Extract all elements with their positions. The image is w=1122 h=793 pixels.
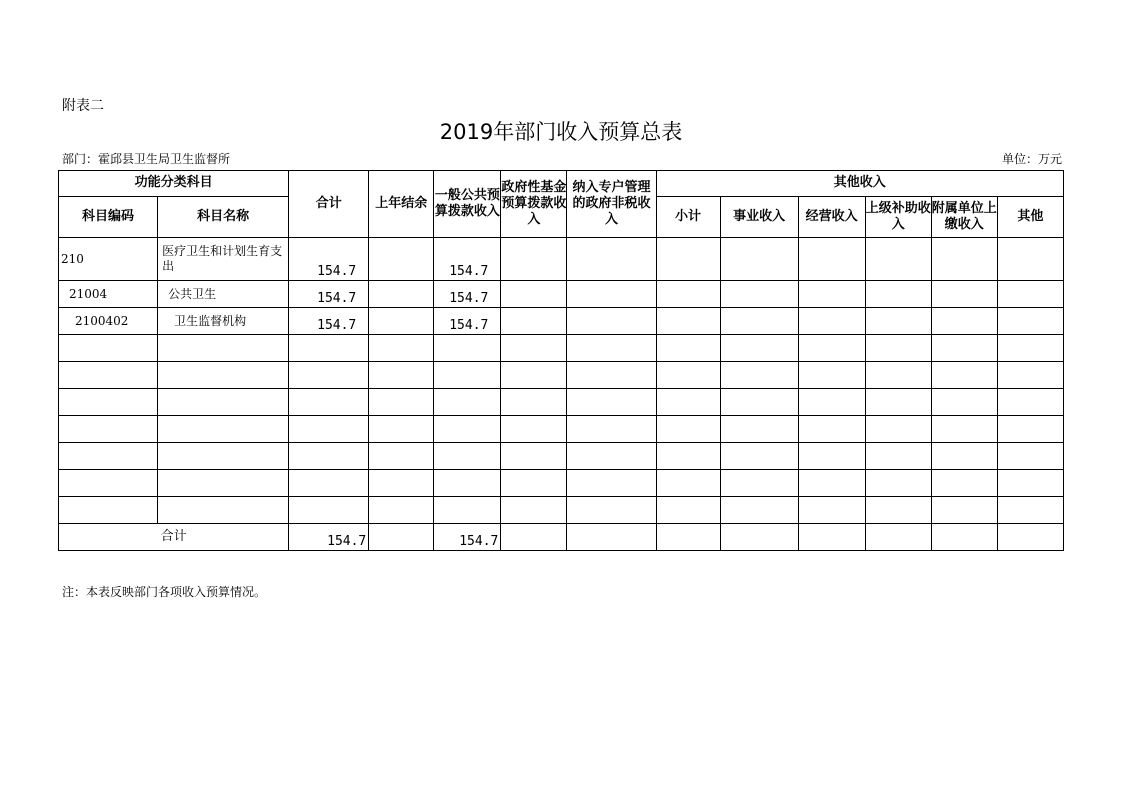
header-others: 其他 xyxy=(997,197,1063,238)
row-code: 210 xyxy=(59,238,158,281)
empty-row xyxy=(59,470,1064,497)
header-enterprise-income: 事业收入 xyxy=(720,197,798,238)
table-row xyxy=(59,238,1064,281)
header-func-category: 功能分类科目 xyxy=(59,171,289,197)
empty-row xyxy=(59,443,1064,470)
header-general-budget: 一般公共预算拨款收入 xyxy=(434,171,501,238)
empty-row xyxy=(59,362,1064,389)
header-subject-code: 科目编码 xyxy=(59,197,158,238)
header-carryover: 上年结余 xyxy=(369,171,434,238)
header-other-income: 其他收入 xyxy=(656,171,1064,197)
total-sum: 154.7 xyxy=(289,524,369,551)
empty-row xyxy=(59,335,1064,362)
row-total: 154.7 xyxy=(289,281,369,308)
row-general: 154.7 xyxy=(434,238,501,281)
row-code: 2100402 xyxy=(59,308,158,335)
page-title: 2019年部门收入预算总表 xyxy=(439,120,683,144)
empty-row xyxy=(59,416,1064,443)
row-name: 医疗卫生和计划生育支出 xyxy=(158,238,289,281)
row-name: 公共卫生 xyxy=(158,281,289,308)
table-row xyxy=(59,308,1064,335)
total-general: 154.7 xyxy=(434,524,501,551)
header-business-income: 经营收入 xyxy=(798,197,865,238)
header-superior-subsidy: 上级补助收入 xyxy=(865,197,931,238)
footnote: 注：本表反映部门各项收入预算情况。 xyxy=(62,585,267,599)
row-code: 21004 xyxy=(59,281,158,308)
row-name: 卫生监督机构 xyxy=(158,308,289,335)
row-general: 154.7 xyxy=(434,281,501,308)
annex-label: 附表二 xyxy=(62,98,104,114)
row-total: 154.7 xyxy=(289,308,369,335)
budget-table xyxy=(58,170,1064,551)
total-label: 合计 xyxy=(59,524,289,551)
row-total: 154.7 xyxy=(289,238,369,281)
table-row xyxy=(59,281,1064,308)
empty-row xyxy=(59,497,1064,524)
total-row xyxy=(59,524,1064,551)
header-gov-fund: 政府性基金预算拨款收入 xyxy=(501,171,567,238)
unit-label: 单位：万元 xyxy=(1001,152,1062,166)
row-general: 154.7 xyxy=(434,308,501,335)
header-affiliate-income: 附属单位上缴收入 xyxy=(931,197,997,238)
header-total: 合计 xyxy=(289,171,369,238)
header-subject-name: 科目名称 xyxy=(158,197,289,238)
empty-row xyxy=(59,389,1064,416)
header-special-nontax: 纳入专户管理的政府非税收入 xyxy=(567,171,656,238)
department-label: 部门：霍邱县卫生局卫生监督所 xyxy=(62,152,231,166)
header-subtotal: 小计 xyxy=(656,197,720,238)
